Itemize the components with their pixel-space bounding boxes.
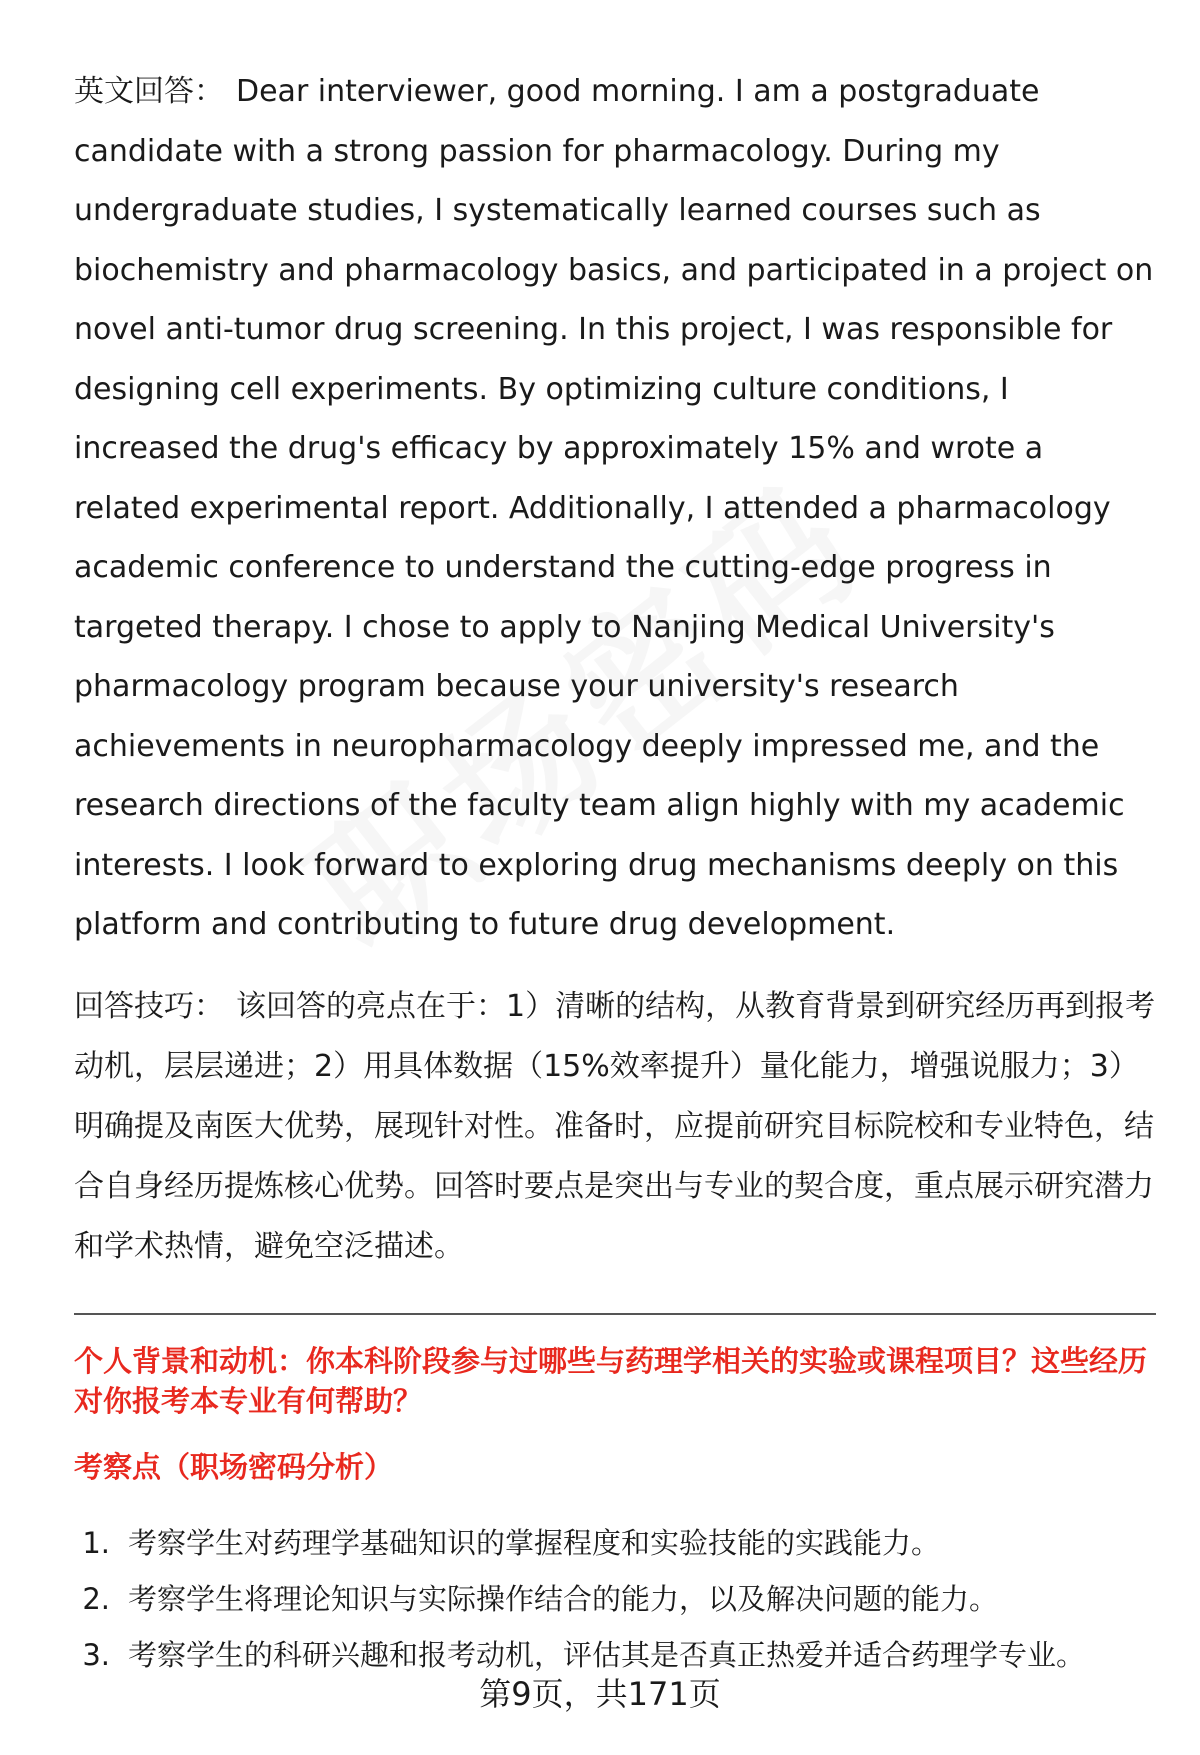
list-item-text: 考察学生对药理学基础知识的掌握程度和实验技能的实践能力。 [128,1525,941,1560]
list-item-number: 2. [82,1581,110,1616]
assessment-points-list [74,1515,1156,1683]
page-number-footer: 第9页，共171页 [479,1675,721,1713]
english-answer-paragraph [74,62,1156,955]
answer-tips-paragraph [74,977,1156,1277]
list-item [74,1515,1156,1571]
english-answer-label: 英文回答： [74,74,224,109]
english-answer-text: Dear interviewer, good morning. I am a postgraduate candidate with a strong passion for pharmacology. During my undergraduate studies, I systematically learned courses such as biochemistry and pharmacology basics, and participated in a project on novel anti-tumor drug screening. In this project, I was responsible for designing cell experiments. By optimizing culture conditions, I increased the drug's efficacy by approximately 15% and wrote a related experimental report. Additionally, I attended a pharmacology academic conference to understand the cutting-edge progress in targeted therapy. I chose to apply to Nanjing Medical University's pharmacology program because your university's research achievements in neuropharmacology deeply impressed me, and the research directions of the faculty team align highly with my academic interests. I look forward to exploring drug mechanisms deeply on this platform and contributing to future drug development. [74,74,1154,942]
interview-question: 个人背景和动机：你本科阶段参与过哪些与药理学相关的实验或课程项目？这些经历对你报考本专业有何帮助？ [74,1343,1148,1418]
list-item-number: 3. [82,1637,110,1672]
list-item-text: 考察学生的科研兴趣和报考动机，评估其是否真正热爱并适合药理学专业。 [128,1637,1086,1672]
list-item [74,1571,1156,1627]
document-page [74,62,1156,1683]
answer-tips-label: 回答技巧： [74,988,224,1024]
list-item-number: 1. [82,1525,110,1560]
assessment-points-heading: 考察点（职场密码分析） [74,1449,394,1484]
answer-tips-text: 该回答的亮点在于：1）清晰的结构，从教育背景到研究经历再到报考动机，层层递进；2）用具体数据（15%效率提升）量化能力，增强说服力；3）明确提及南医大优势，展现针对性。准备时，应提前研究目标院校和专业特色，结合自身经历提炼核心优势。回答时要点是突出与专业的契合度，重点展示研究潜力和学术热情，避免空泛描述。 [74,988,1156,1264]
list-item-text: 考察学生将理论知识与实际操作结合的能力，以及解决问题的能力。 [128,1581,999,1616]
section-divider [74,1313,1156,1315]
